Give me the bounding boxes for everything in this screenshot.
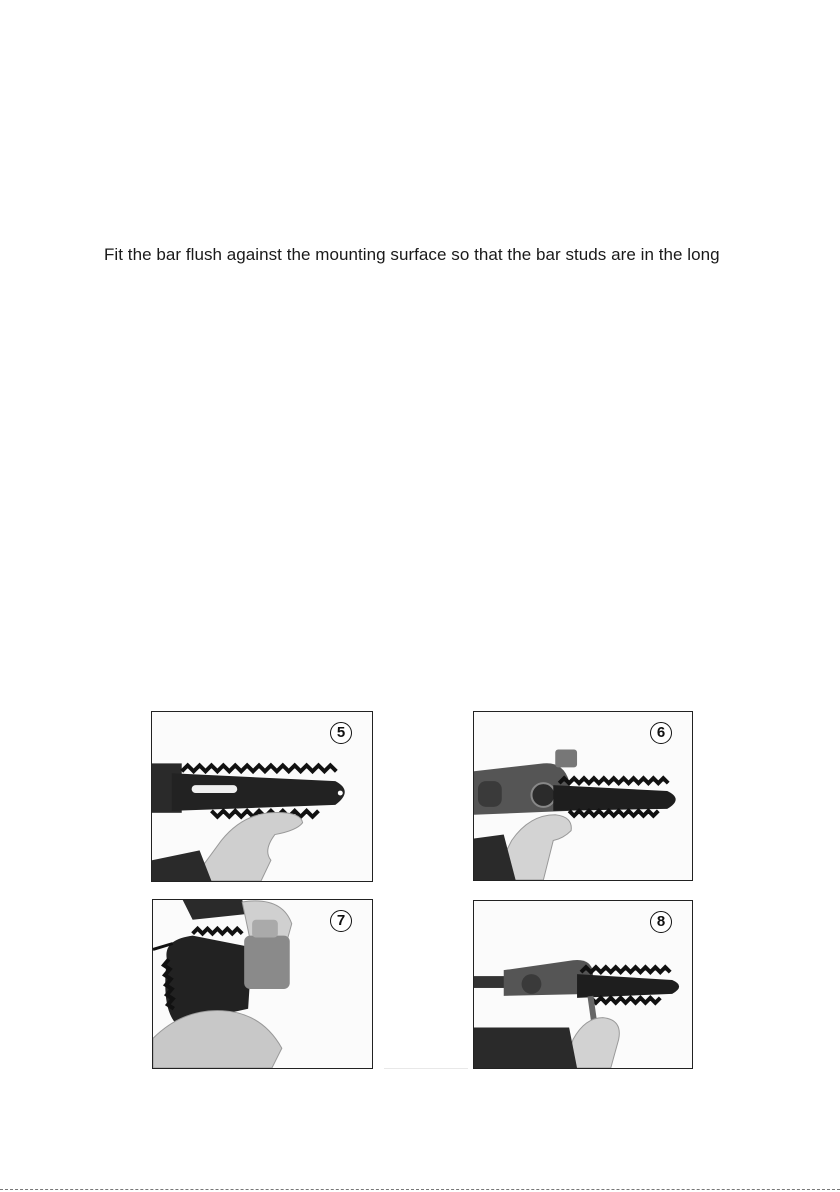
step-number-badge: 8 <box>650 911 672 933</box>
figure-step-5 <box>151 711 373 882</box>
figure-step-6 <box>473 711 693 881</box>
step-number-badge: 7 <box>330 910 352 932</box>
instruction-text: Fit the bar flush against the mounting surface so that the bar studs are in the long <box>104 245 720 264</box>
page-bottom-dashed-rule <box>0 1189 840 1190</box>
figure-step-8 <box>473 900 693 1069</box>
step-number-badge: 5 <box>330 722 352 744</box>
figure-gap-rule <box>384 1068 468 1069</box>
step-number-badge: 6 <box>650 722 672 744</box>
figure-step-7 <box>152 899 373 1069</box>
